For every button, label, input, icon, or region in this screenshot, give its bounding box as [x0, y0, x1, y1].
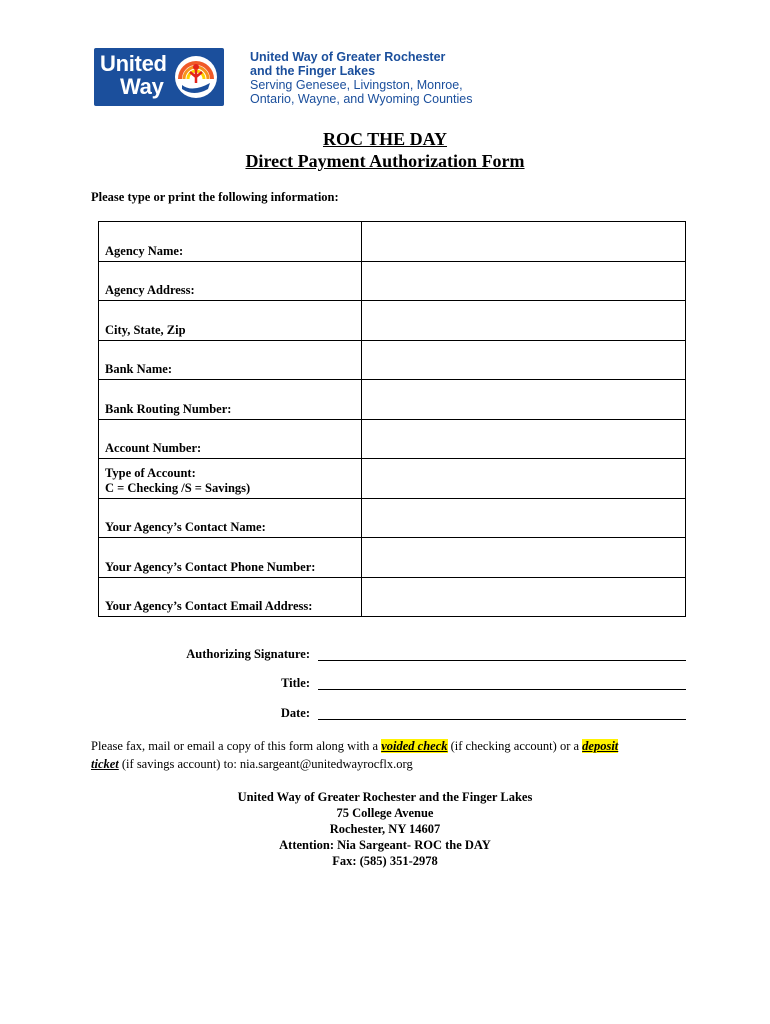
paragraph-text: (if checking account) or a: [447, 739, 583, 753]
form-title: [0, 128, 770, 172]
instruction-text: Please type or print the following information:: [91, 190, 339, 204]
address-line: Rochester, NY 14607: [329, 822, 441, 836]
date-line[interactable]: [318, 719, 686, 720]
instructions-paragraph: [91, 737, 691, 773]
date-label: Date:: [280, 706, 310, 720]
bank-name-field[interactable]: [362, 340, 686, 380]
field-label: City, State, Zip: [99, 301, 362, 341]
field-label: Your Agency’s Contact Phone Number:: [99, 538, 362, 578]
city-state-zip-field[interactable]: [362, 301, 686, 341]
field-label: Your Agency’s Contact Name:: [99, 498, 362, 538]
united-way-logo: [94, 48, 224, 106]
agency-name-field[interactable]: [362, 222, 686, 262]
table-row: [99, 538, 686, 578]
contact-email-field[interactable]: [362, 577, 686, 617]
signature-line[interactable]: [318, 660, 686, 661]
account-type-options-label: C = Checking /S = Savings): [105, 480, 251, 495]
table-row: [99, 222, 686, 262]
title-line-2: Direct Payment Authorization Form: [245, 151, 525, 171]
title-label: Title:: [281, 676, 310, 690]
bank-routing-number-field[interactable]: [362, 380, 686, 420]
signature-row: [0, 647, 770, 665]
field-label: Your Agency’s Contact Email Address:: [99, 577, 362, 617]
fax-line: Fax: (585) 351-2978: [332, 854, 438, 868]
address-line: Attention: Nia Sargeant- ROC the DAY: [279, 838, 491, 852]
united-way-hand-rainbow-icon: [172, 53, 220, 101]
table-row: [99, 419, 686, 459]
logo-wordmark: [100, 52, 167, 98]
logo-line-2: Way: [120, 74, 164, 99]
title-line[interactable]: [318, 689, 686, 690]
table-row: [99, 577, 686, 617]
org-name-line-2: and the Finger Lakes: [250, 64, 376, 78]
contact-name-field[interactable]: [362, 498, 686, 538]
field-label: Agency Address:: [99, 261, 362, 301]
table-row: [99, 261, 686, 301]
table-row: [99, 301, 686, 341]
signature-label: Authorizing Signature:: [186, 647, 310, 661]
contact-phone-field[interactable]: [362, 538, 686, 578]
paragraph-text: Please fax, mail or email a copy of this form along with a: [91, 739, 382, 753]
table-row: [99, 498, 686, 538]
title-line-1: ROC THE DAY: [322, 129, 448, 149]
field-label: Account Number:: [99, 419, 362, 459]
org-serving-line-1: Serving Genesee, Livingston, Monroe,: [250, 78, 463, 92]
voided-check-highlight: voided check: [381, 739, 448, 753]
logo-line-1: United: [100, 51, 167, 76]
mailing-address: [0, 789, 770, 869]
account-number-field[interactable]: [362, 419, 686, 459]
ticket-text: ticket: [91, 757, 119, 771]
information-table: [98, 221, 686, 617]
org-serving-line-2: Ontario, Wayne, and Wyoming Counties: [250, 92, 473, 106]
field-label: [99, 459, 362, 499]
paragraph-text: (if savings account) to: nia.sargeant@unitedwayrocflx.org: [118, 757, 413, 771]
org-name-line-1: United Way of Greater Rochester: [250, 50, 446, 64]
field-label: Agency Name:: [99, 222, 362, 262]
address-line: United Way of Greater Rochester and the Finger Lakes: [237, 790, 533, 804]
account-type-label: Type of Account:: [105, 465, 196, 480]
date-row: [0, 706, 770, 724]
table-row: [99, 380, 686, 420]
address-line: 75 College Avenue: [336, 806, 434, 820]
field-label: Bank Name:: [99, 340, 362, 380]
field-label: Bank Routing Number:: [99, 380, 362, 420]
org-header: [250, 50, 472, 106]
deposit-highlight: deposit: [582, 739, 619, 753]
title-row: [0, 676, 770, 694]
agency-address-field[interactable]: [362, 261, 686, 301]
table-row: [99, 340, 686, 380]
account-type-field[interactable]: [362, 459, 686, 499]
table-row: [99, 459, 686, 499]
